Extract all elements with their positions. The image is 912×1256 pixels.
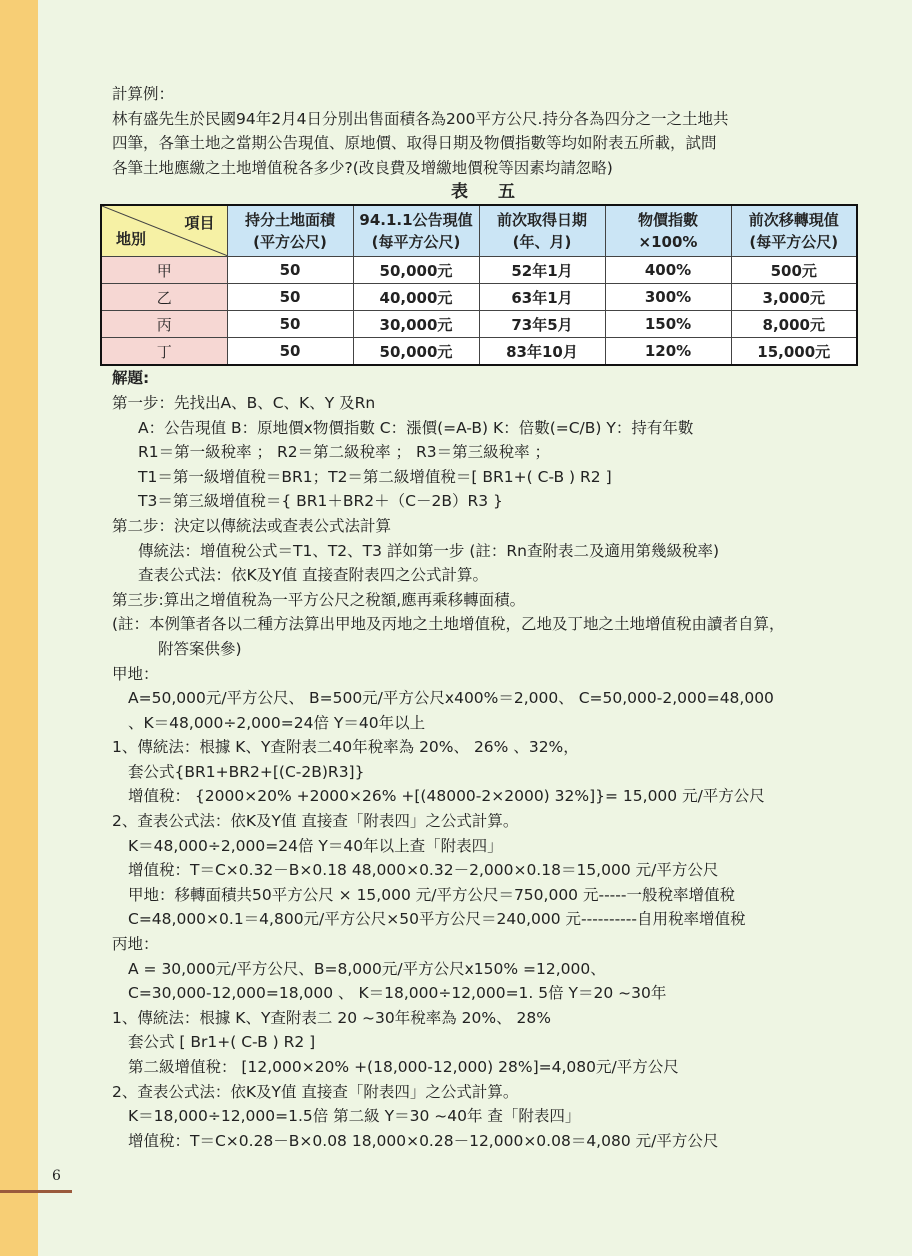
column-header: 前次取得日期 (年、月) xyxy=(479,205,605,257)
solution-line: 第三步:算出之增值稅為一平方公尺之稅額,應再乘移轉面積。 xyxy=(112,590,526,609)
column-header: 94.1.1公告現值 (每平方公尺) xyxy=(353,205,479,257)
corner-area-label: 地別 xyxy=(116,230,147,249)
solution-line: 傳統法：增值稅公式＝T1、T2、T3 詳如第一步 (註：Rn查附表二及適用第幾級稅率) xyxy=(138,541,720,560)
table-cell: 150% xyxy=(605,311,731,338)
solution-line: 丙地： xyxy=(112,935,159,954)
column-header: 持分土地面積 (平方公尺) xyxy=(227,205,353,257)
table-cell: 73年5月 xyxy=(479,311,605,338)
land-data-table xyxy=(100,204,858,366)
solution-line: 1、傳統法：根據 K、Y查附表二40年稅率為 20%、 26% 、32%， xyxy=(112,738,579,757)
solution-line: 第二步：決定以傳統法或查表公式法計算 xyxy=(112,516,392,535)
solution-line: A=50,000元/平方公尺、 B=500元/平方公尺x400%＝2,000、 C=50,000-2,000=48,000 xyxy=(128,689,774,708)
solution-line: A：公告現值 B：原地價x物價指數 C：漲價(=A-B) K：倍數(=C/B) Y：持有年數 xyxy=(138,418,694,437)
table-cell: 83年10月 xyxy=(479,338,605,366)
solution-line: 增值稅：T＝C×0.32－B×0.18 48,000×0.32－2,000×0.18＝15,000 元/平方公尺 xyxy=(128,861,719,880)
table-cell: 40,000元 xyxy=(353,284,479,311)
table-cell: 30,000元 xyxy=(353,311,479,338)
table-row xyxy=(101,284,857,311)
solution-line: 第一步：先找出A、B、C、K、Y 及Rn xyxy=(112,393,376,412)
table-cell: 50 xyxy=(227,257,353,284)
table-row xyxy=(101,311,857,338)
solution-line: 第二級增值稅： [12,000×20% +(18,000-12,000) 28%]=4,080元/平方公尺 xyxy=(128,1058,679,1076)
row-label: 甲 xyxy=(101,257,227,284)
table-cell: 50,000元 xyxy=(353,338,479,366)
row-label: 丙 xyxy=(101,311,227,338)
table-cell: 50 xyxy=(227,284,353,311)
table-cell: 63年1月 xyxy=(479,284,605,311)
table-cell: 300% xyxy=(605,284,731,311)
solution-line: T1＝第一級增值稅＝BR1；T2＝第二級增值稅＝[ BR1+( C-B ) R2 ] xyxy=(138,467,612,486)
table-cell: 500元 xyxy=(731,257,857,284)
table-cell: 3,000元 xyxy=(731,284,857,311)
corner-item-label: 項目 xyxy=(184,214,215,233)
solution-line: C=30,000-12,000=18,000 、 K＝18,000÷12,000=1. 5倍 Y＝20 ~30年 xyxy=(128,984,667,1003)
table-cell: 52年1月 xyxy=(479,257,605,284)
page-number-rule xyxy=(0,1190,72,1193)
intro-label: 計算例： xyxy=(112,85,175,103)
solution-line: K＝48,000÷2,000=24倍 Y＝40年以上查「附表四」 xyxy=(128,836,503,855)
solution-line: 套公式{BR1+BR2+[(C-2B)R3]} xyxy=(128,762,365,781)
table-corner-cell xyxy=(101,205,227,257)
row-label: 乙 xyxy=(101,284,227,311)
table-cell: 8,000元 xyxy=(731,311,857,338)
page-side-strip xyxy=(0,0,38,1256)
table-cell: 50 xyxy=(227,338,353,366)
table-row xyxy=(101,338,857,366)
solution-line: 1、傳統法：根據 K、Y查附表二 20 ~30年稅率為 20%、 28% xyxy=(112,1008,551,1027)
solution-line: 2、查表公式法：依K及Y值 直接查「附表四」之公式計算。 xyxy=(112,1082,519,1101)
solution-line: K＝18,000÷12,000=1.5倍 第二級 Y＝30 ~40年 查「附表四」 xyxy=(128,1107,581,1126)
intro-line: 林有盛先生於民國94年2月4日分別出售面積各為200平方公尺.持分各為四分之一之土地共 xyxy=(112,109,729,128)
solution-line: 增值稅：T＝C×0.28－B×0.08 18,000×0.28－12,000×0.08＝4,080 元/平方公尺 xyxy=(128,1131,719,1150)
solution-line: C=48,000×0.1＝4,800元/平方公尺×50平方公尺＝240,000 元----------自用稅率增值稅 xyxy=(128,910,746,929)
solution-line: 增值稅： {2000×20% +2000×26% +[(48000-2×2000) 32%]}= 15,000 元/平方公尺 xyxy=(128,787,765,806)
column-header: 物價指數 ×100% xyxy=(605,205,731,257)
table-row xyxy=(101,257,857,284)
column-header: 前次移轉現值 (每平方公尺) xyxy=(731,205,857,257)
table-cell: 15,000元 xyxy=(731,338,857,366)
document-body xyxy=(98,82,868,1153)
solution-line: 查表公式法：依K及Y值 直接查附表四之公式計算。 xyxy=(138,566,489,585)
solution-line: 附答案供參) xyxy=(158,639,242,658)
table-cell: 120% xyxy=(605,338,731,366)
solution-line: 解題: xyxy=(112,369,150,388)
table-cell: 50,000元 xyxy=(353,257,479,284)
solution-line: 、K＝48,000÷2,000=24倍 Y＝40年以上 xyxy=(128,713,426,732)
table-title: 表五 xyxy=(451,182,545,203)
solution-line: 套公式 [ Br1+( C-B ) R2 ] xyxy=(128,1033,316,1052)
solution-section xyxy=(98,366,868,1153)
table-cell: 400% xyxy=(605,257,731,284)
table-cell: 50 xyxy=(227,311,353,338)
solution-line: 2、查表公式法：依K及Y值 直接查「附表四」之公式計算。 xyxy=(112,812,519,831)
intro-line: 四筆，各筆土地之當期公告現值、原地價、取得日期及物價指數等均如附表五所載，試問 xyxy=(112,134,717,153)
intro-line: 各筆土地應繳之土地增值稅各多少?(改良費及增繳地價稅等因素均請忽略) xyxy=(112,158,613,177)
solution-line: 甲地：移轉面積共50平方公尺 × 15,000 元/平方公尺＝750,000 元-----一般稅率增值稅 xyxy=(128,885,735,904)
intro-section xyxy=(98,82,868,180)
solution-line: (註：本例筆者各以二種方法算出甲地及丙地之土地增值稅，乙地及丁地之土地增值稅由讀者自算， xyxy=(112,615,785,634)
solution-line: R1＝第一級稅率 ； R2＝第二級稅率 ； R3＝第三級稅率 ； xyxy=(138,443,551,462)
solution-line: 甲地： xyxy=(112,664,159,683)
page-number: 6 xyxy=(52,1168,61,1184)
row-label: 丁 xyxy=(101,338,227,366)
table-header-row xyxy=(101,205,857,257)
solution-line: A = 30,000元/平方公尺、B=8,000元/平方公尺x150% =12,000、 xyxy=(128,959,606,978)
solution-line: T3＝第三級增值稅＝{ BR1＋BR2＋（C－2B）R3 } xyxy=(138,492,503,511)
